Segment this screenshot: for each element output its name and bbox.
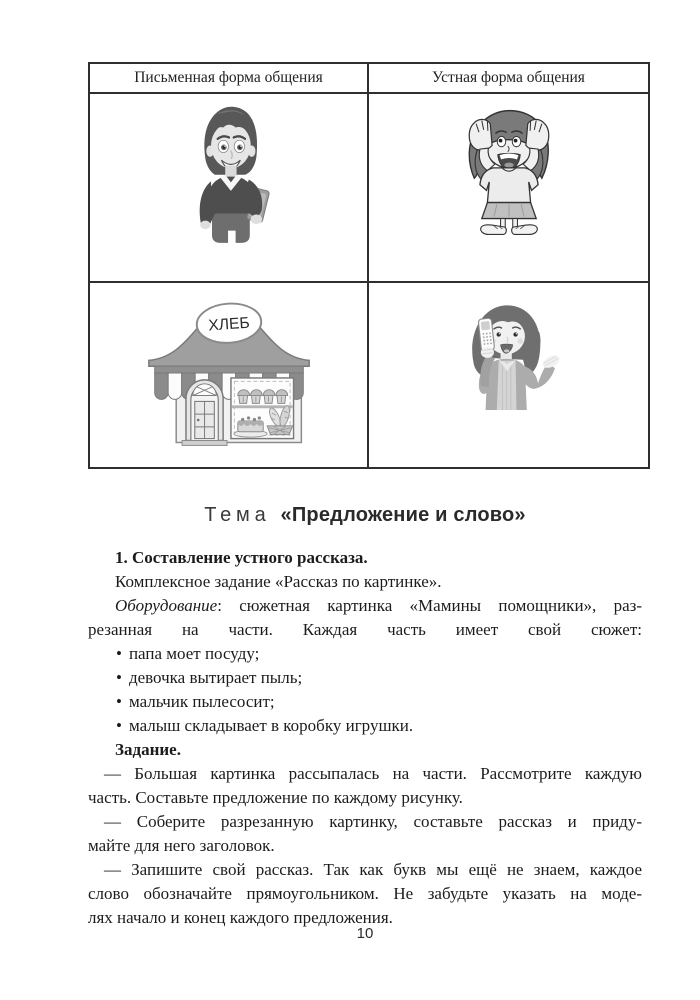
- table-header-oral: [369, 64, 648, 94]
- theme-title: «Предложение и слово»: [280, 504, 526, 526]
- instruction-2-line-2: майте для него заголовок.: [88, 836, 275, 855]
- list-item: • малыш складывает в коробку игрушки.: [116, 716, 414, 735]
- bullet-glyph: •: [116, 692, 122, 711]
- bakery-storefront-illustration: [141, 288, 317, 452]
- bullet-glyph: •: [116, 716, 122, 735]
- table-header-written-label: Письменная форма общения: [134, 69, 323, 86]
- table-cell-written-1: [90, 94, 369, 283]
- girl-shouting-illustration: [448, 105, 570, 236]
- lesson-text: [88, 546, 642, 930]
- equipment-line-1: Оборудование: сюжетная картинка «Мамины помощники», раз-: [115, 596, 642, 615]
- instruction-3-line-1: — Запишите свой рассказ. Так как букв мы ещё не знаем, каждое: [104, 860, 642, 879]
- instruction-1-line-2: часть. Составьте предложение по каждому рисунку.: [88, 788, 463, 807]
- instruction-2-line-1: — Соберите разрезанную картинку, составьте рассказ и приду-: [104, 812, 642, 831]
- instruction-1-line-1: — Большая картинка рассыпалась на части. Рассмотрите каждую: [104, 764, 642, 783]
- woman-talking-on-phone-illustration: [448, 296, 570, 410]
- table-cell-oral-1: [369, 94, 648, 283]
- list-item: • девочка вытирает пыль;: [116, 668, 303, 687]
- table-header-written: [90, 64, 369, 94]
- instruction-3-line-3: лях начало и конец каждого предложения.: [88, 908, 393, 927]
- bakery-sign-text: ХЛЕБ: [207, 314, 250, 335]
- instruction-3-line-2: слово обозначайте прямоугольником. Не забудьте указать на моде-: [88, 884, 642, 903]
- list-item: • папа моет посуду;: [116, 644, 260, 663]
- communication-forms-table: [88, 62, 650, 469]
- page-number: 10: [356, 925, 374, 942]
- equipment-label: Оборудование: [115, 596, 218, 615]
- man-holding-tablet-illustration: [177, 102, 281, 249]
- table-cell-oral-2: [369, 283, 648, 467]
- section-title: 1. Составление устного рассказа.: [115, 548, 368, 567]
- list-item: • мальчик пылесосит;: [116, 692, 275, 711]
- equipment-line-2: резанная на части. Каждая часть имеет свой сюжет:: [88, 620, 642, 639]
- theme-heading: [88, 504, 642, 527]
- bullet-glyph: •: [116, 668, 122, 687]
- bullet-glyph: •: [116, 644, 122, 663]
- theme-label: Тема: [204, 504, 271, 526]
- table-cell-written-2: [90, 283, 369, 467]
- assignment-title: Задание.: [115, 740, 181, 759]
- task-intro: Комплексное задание «Рассказ по картинке».: [115, 572, 442, 591]
- table-header-oral-label: Устная форма общения: [432, 69, 585, 86]
